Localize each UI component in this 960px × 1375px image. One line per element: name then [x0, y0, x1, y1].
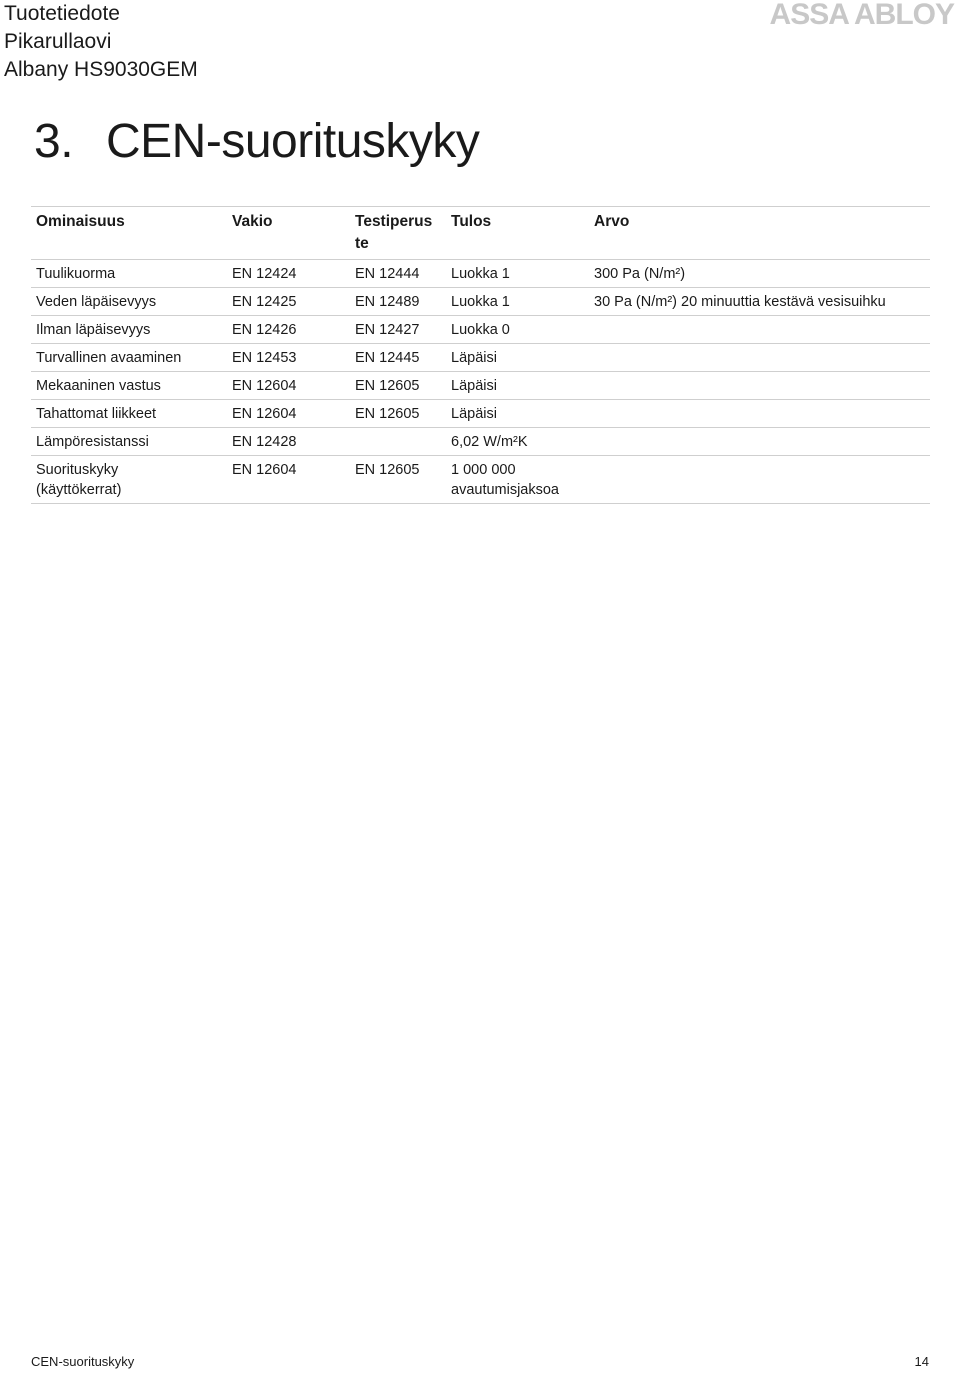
section-title-text: CEN-suorituskyky	[106, 115, 480, 168]
cell-tulos: Luokka 0	[446, 316, 589, 344]
cell-testiperuste: EN 12605	[350, 372, 446, 400]
footer-page-number: 14	[914, 1354, 929, 1369]
header-testiperuste-line2: te	[355, 235, 369, 252]
cell-arvo	[589, 456, 930, 504]
cell-testiperuste: EN 12445	[350, 344, 446, 372]
cell-vakio: EN 12424	[227, 260, 350, 288]
header-ominaisuus: Ominaisuus	[31, 207, 227, 260]
cell-arvo	[589, 344, 930, 372]
cell-tulos-line1: 1 000 000	[451, 462, 516, 478]
table-row	[31, 456, 930, 504]
cell-testiperuste: EN 12489	[350, 288, 446, 316]
assa-abloy-logo: ASSA ABLOY	[769, 0, 954, 31]
cell-ominaisuus	[31, 456, 227, 504]
performance-table	[31, 206, 930, 504]
header-testiperuste	[350, 207, 446, 260]
cell-testiperuste: EN 12427	[350, 316, 446, 344]
cell-tulos	[446, 456, 589, 504]
cell-testiperuste	[350, 428, 446, 456]
cell-ominaisuus: Mekaaninen vastus	[31, 372, 227, 400]
cell-arvo	[589, 316, 930, 344]
cell-vakio: EN 12453	[227, 344, 350, 372]
cell-vakio: EN 12604	[227, 372, 350, 400]
cell-vakio: EN 12426	[227, 316, 350, 344]
table-row	[31, 400, 930, 428]
section-title	[34, 112, 479, 172]
cell-ominaisuus: Tahattomat liikkeet	[31, 400, 227, 428]
header-vakio: Vakio	[227, 207, 350, 260]
cell-vakio: EN 12425	[227, 288, 350, 316]
table-row	[31, 288, 930, 316]
table-row	[31, 316, 930, 344]
document-header	[4, 0, 198, 84]
cell-testiperuste: EN 12444	[350, 260, 446, 288]
cell-testiperuste: EN 12605	[350, 400, 446, 428]
table-row	[31, 428, 930, 456]
cell-arvo	[589, 428, 930, 456]
cell-arvo: 30 Pa (N/m²) 20 minuuttia kestävä vesisuihku	[589, 288, 930, 316]
table-row	[31, 344, 930, 372]
cell-tulos: Läpäisi	[446, 372, 589, 400]
section-number: 3.	[34, 115, 74, 168]
table-header-row	[31, 207, 930, 260]
cell-tulos: Läpäisi	[446, 344, 589, 372]
cell-arvo	[589, 372, 930, 400]
cell-vakio: EN 12604	[227, 400, 350, 428]
header-arvo: Arvo	[589, 207, 930, 260]
header-tulos: Tulos	[446, 207, 589, 260]
document-type: Tuotetiedote	[4, 2, 120, 25]
cell-ominaisuus-line2: (käyttökerrat)	[36, 482, 122, 498]
cell-ominaisuus: Ilman läpäisevyys	[31, 316, 227, 344]
cell-vakio: EN 12604	[227, 456, 350, 504]
product-category: Pikarullaovi	[4, 30, 112, 53]
cell-tulos: Luokka 1	[446, 288, 589, 316]
header-testiperuste-line1: Testiperus	[355, 213, 433, 230]
cell-ominaisuus: Turvallinen avaaminen	[31, 344, 227, 372]
footer-section-name: CEN-suorituskyky	[31, 1354, 135, 1369]
cell-ominaisuus: Veden läpäisevyys	[31, 288, 227, 316]
cell-tulos-line2: avautumisjaksoa	[451, 482, 559, 498]
cell-tulos: Läpäisi	[446, 400, 589, 428]
table-row	[31, 260, 930, 288]
cell-tulos: Luokka 1	[446, 260, 589, 288]
cell-tulos: 6,02 W/m²K	[446, 428, 589, 456]
cell-arvo	[589, 400, 930, 428]
cell-ominaisuus: Lämpöresistanssi	[31, 428, 227, 456]
cell-arvo: 300 Pa (N/m²)	[589, 260, 930, 288]
cell-ominaisuus-line1: Suorituskyky	[36, 462, 119, 478]
table-row	[31, 372, 930, 400]
cell-vakio: EN 12428	[227, 428, 350, 456]
cell-testiperuste: EN 12605	[350, 456, 446, 504]
cell-ominaisuus: Tuulikuorma	[31, 260, 227, 288]
product-model: Albany HS9030GEM	[4, 58, 198, 81]
